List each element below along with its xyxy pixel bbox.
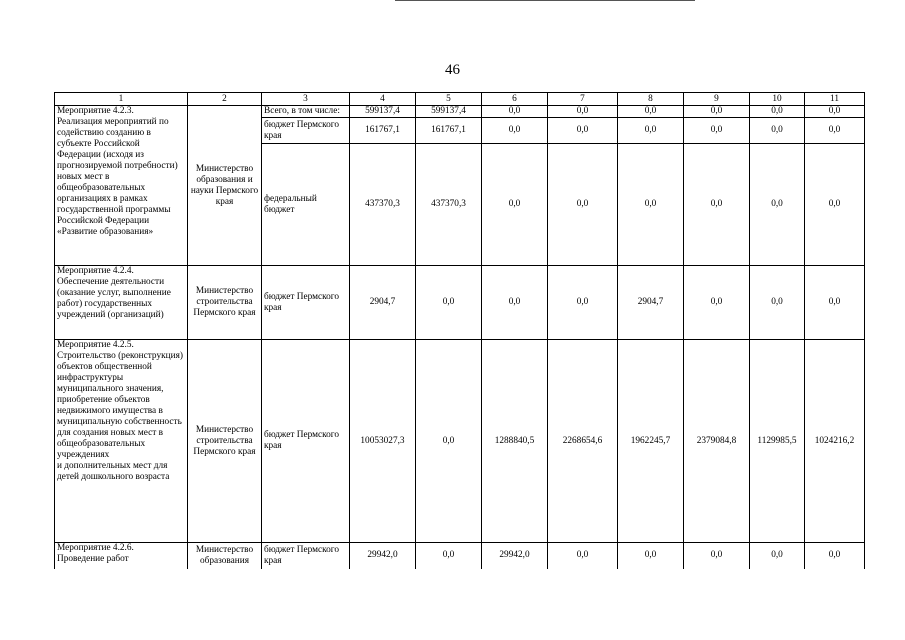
table-row (55, 266, 865, 340)
value-cell: 0,0 (684, 118, 750, 144)
value-cell: 1962245,7 (618, 340, 684, 543)
value-cell: 2904,7 (350, 266, 416, 340)
header-cell: 5 (416, 93, 482, 106)
value-cell: 0,0 (482, 106, 548, 118)
value-cell: 0,0 (416, 266, 482, 340)
value-cell: 0,0 (482, 266, 548, 340)
value-cell: 29942,0 (350, 543, 416, 569)
value-cell: 0,0 (805, 543, 865, 569)
page-number: 46 (445, 62, 460, 78)
value-cell: 0,0 (750, 118, 805, 144)
funding-source: федеральный бюджет (262, 144, 350, 266)
value-cell: 0,0 (684, 106, 750, 118)
value-cell: 0,0 (482, 144, 548, 266)
funding-source: бюджет Пермского края (262, 340, 350, 543)
value-cell: 0,0 (684, 266, 750, 340)
header-cell: 8 (618, 93, 684, 106)
value-cell: 161767,1 (350, 118, 416, 144)
value-cell: 0,0 (750, 543, 805, 569)
value-cell: 0,0 (548, 543, 618, 569)
value-cell: 0,0 (618, 106, 684, 118)
measure-4-2-5-name: Мероприятие 4.2.5. Строительство (реконструкция) объектов общественной инфраструктуры муниципального значения, приобретение объектов недвижимого имущества в муниципальную собственность для создания новых мест в общеобразовательных учреждениях и дополнительных мест для детей дошкольного возраста (55, 340, 188, 543)
value-cell: 0,0 (684, 543, 750, 569)
value-cell: 0,0 (548, 266, 618, 340)
value-cell: 2268654,6 (548, 340, 618, 543)
value-cell: 0,0 (618, 118, 684, 144)
value-cell: 161767,1 (416, 118, 482, 144)
budget-table (54, 92, 865, 569)
table-row (55, 543, 865, 569)
value-cell: 0,0 (416, 340, 482, 543)
value-cell: 0,0 (684, 144, 750, 266)
measure-4-2-5-executor: Министерство строительства Пермского края (188, 340, 262, 543)
value-cell: 599137,4 (350, 106, 416, 118)
header-cell: 10 (750, 93, 805, 106)
value-cell: 437370,3 (350, 144, 416, 266)
value-cell: 0,0 (805, 118, 865, 144)
header-cell: 11 (805, 93, 865, 106)
table-row (55, 106, 865, 118)
funding-source: Всего, в том числе: (262, 106, 350, 118)
value-cell: 2379084,8 (684, 340, 750, 543)
scan-top-edge-line (395, 0, 695, 1)
measure-4-2-4-executor: Министерство строительства Пермского края (188, 266, 262, 340)
header-cell: 3 (262, 93, 350, 106)
measure-4-2-3-executor: Министерство образования и науки Пермского края (188, 106, 262, 266)
measure-4-2-4-name: Мероприятие 4.2.4. Обеспечение деятельности (оказание услуг, выполнение работ) государственных учреждений (организаций) (55, 266, 188, 340)
header-cell: 6 (482, 93, 548, 106)
measure-4-2-3-name: Мероприятие 4.2.3. Реализация мероприятий по содействию созданию в субъекте Российской Федерации (исходя из прогнозируемой потребности) новых мест в общеобразовательных организациях в рамках государственной программы Российской Федерации «Развитие образования» (55, 106, 188, 266)
value-cell: 0,0 (548, 144, 618, 266)
value-cell: 437370,3 (416, 144, 482, 266)
value-cell: 10053027,3 (350, 340, 416, 543)
header-row (55, 93, 865, 106)
value-cell: 1288840,5 (482, 340, 548, 543)
value-cell: 0,0 (548, 106, 618, 118)
value-cell: 599137,4 (416, 106, 482, 118)
funding-source: бюджет Пермского края (262, 118, 350, 144)
value-cell: 2904,7 (618, 266, 684, 340)
header-cell: 1 (55, 93, 188, 106)
value-cell: 29942,0 (482, 543, 548, 569)
value-cell: 0,0 (750, 266, 805, 340)
value-cell: 0,0 (482, 118, 548, 144)
funding-source: бюджет Пермского края (262, 543, 350, 569)
value-cell: 0,0 (750, 144, 805, 266)
measure-4-2-6-executor: Министерство образования (188, 543, 262, 569)
funding-source: бюджет Пермского края (262, 266, 350, 340)
header-cell: 2 (188, 93, 262, 106)
value-cell: 0,0 (618, 144, 684, 266)
value-cell: 1129985,5 (750, 340, 805, 543)
table-row (55, 340, 865, 543)
value-cell: 1024216,2 (805, 340, 865, 543)
value-cell: 0,0 (548, 118, 618, 144)
measure-4-2-6-name: Мероприятие 4.2.6. Проведение работ (55, 543, 188, 569)
header-cell: 4 (350, 93, 416, 106)
value-cell: 0,0 (805, 144, 865, 266)
header-cell: 7 (548, 93, 618, 106)
value-cell: 0,0 (618, 543, 684, 569)
value-cell: 0,0 (805, 106, 865, 118)
value-cell: 0,0 (416, 543, 482, 569)
value-cell: 0,0 (805, 266, 865, 340)
header-cell: 9 (684, 93, 750, 106)
value-cell: 0,0 (750, 106, 805, 118)
